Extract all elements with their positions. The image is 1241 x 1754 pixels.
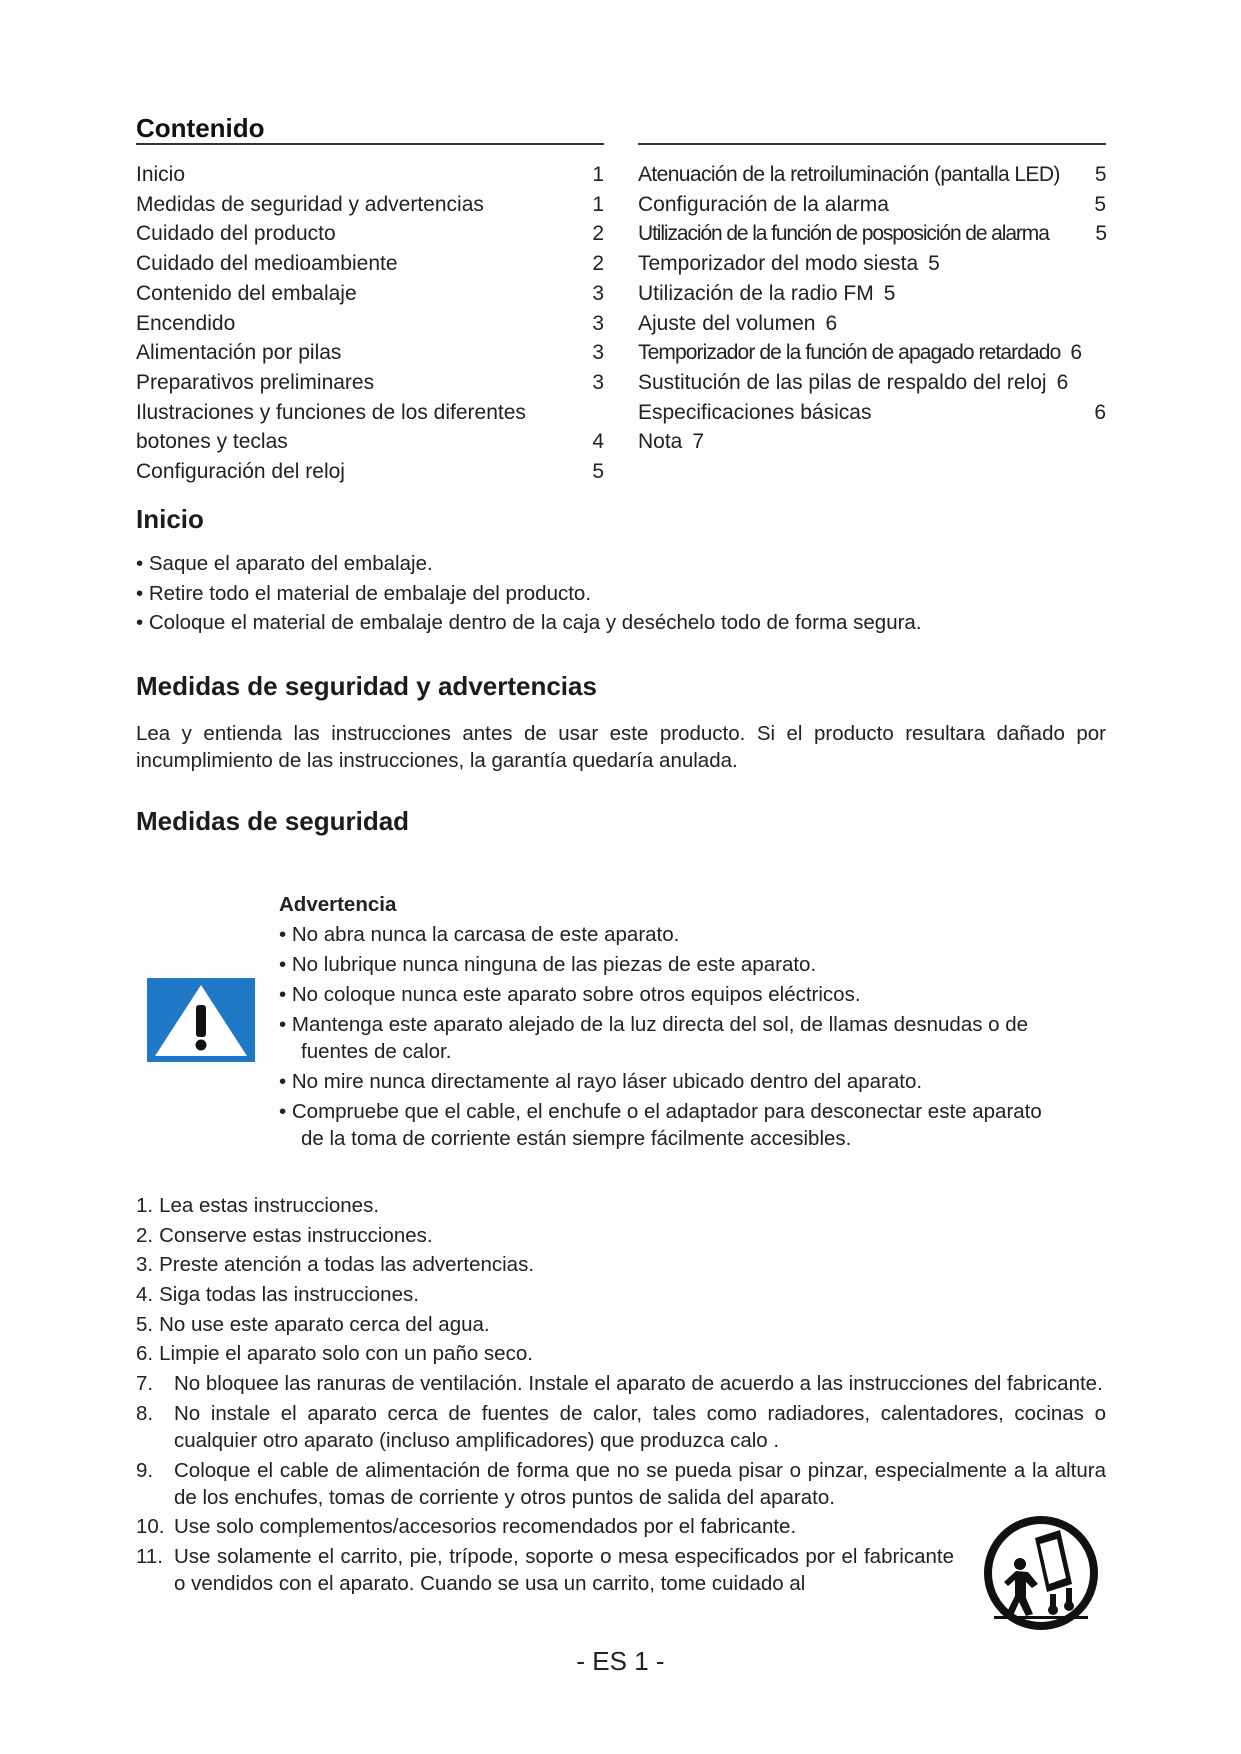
toc-entry-label: Medidas de seguridad y advertencias (136, 192, 484, 216)
toc-entry-page: 4 (592, 430, 604, 454)
item-number: 4. (136, 1283, 154, 1307)
toc-entry-page: 3 (592, 370, 604, 394)
warning-text: • Compruebe que el cable, el enchufe o el adaptador para desconectar este aparato (279, 1100, 1042, 1123)
item-text: No use este aparato cerca del agua. (159, 1312, 490, 1336)
toc-entry-page: 6 (825, 311, 838, 335)
toc-entry (638, 190, 1106, 220)
warning-text: • No coloque nunca este aparato sobre otros equipos eléctricos. (279, 983, 861, 1006)
list-item: • Saque el aparato del embalaje. (136, 552, 433, 575)
toc-entry-page: 3 (592, 341, 604, 365)
toc-entry (638, 219, 1106, 249)
item-number: 5. (136, 1312, 154, 1336)
toc-entry-label: Configuración del reloj (136, 460, 345, 484)
item-number: 10. (136, 1515, 165, 1539)
item-text: Preste atención a todas las advertencias. (159, 1253, 535, 1277)
item-text: Conserve estas instrucciones. (159, 1223, 433, 1247)
item-text: Coloque el cable de alimentación de forma que no se pueda pisar o pinzar, especialmente a la altura de los enchufes, tomas de corriente y otros puntos de salida del aparato. (174, 1458, 1106, 1509)
list-item (279, 921, 1099, 948)
list-item (136, 1543, 1106, 1597)
toc-entry (638, 309, 1106, 339)
toc-entry-page: 1 (592, 192, 604, 216)
list-item (136, 1340, 1106, 1367)
toc-entry-label: Inicio (136, 163, 186, 186)
toc-entry (136, 398, 604, 428)
toc-entry (136, 338, 604, 368)
item-number: 2. (136, 1223, 154, 1247)
toc-entry (136, 279, 604, 309)
toc-entry-page: 3 (592, 311, 604, 335)
toc-entry-label: botones y teclas (136, 430, 288, 454)
toc-entry-page: 6 (1056, 370, 1069, 394)
toc-entry-label: Temporizador de la función de apagado retardado (638, 341, 1061, 365)
toc-entry (136, 457, 604, 487)
toc-entry-label: Atenuación de la retroiluminación (pantalla LED) (638, 163, 1060, 186)
list-item (279, 1098, 1099, 1152)
toc-entry (136, 427, 604, 457)
toc-entry (136, 249, 604, 279)
toc-entry-page: 1 (592, 163, 604, 186)
toc-entry-label: Cuidado del producto (136, 222, 336, 246)
toc-entry-label: Contenido del embalaje (136, 281, 357, 305)
toc-entry (136, 190, 604, 220)
cart-tip-over-icon (980, 1512, 1102, 1634)
item-number: 9. (136, 1458, 154, 1482)
inicio-bullet-list (136, 549, 922, 638)
toc-rule-left (136, 143, 604, 145)
toc-entry-page: 7 (692, 430, 705, 454)
toc-entry-page: 5 (883, 281, 896, 305)
warning-text: • No abra nunca la carcasa de este aparato. (279, 923, 680, 946)
toc-right-column (638, 160, 1106, 457)
toc-title: Contenido (136, 113, 265, 143)
warning-triangle-icon (147, 978, 255, 1062)
list-item (136, 1222, 1106, 1249)
list-item: • Retire todo el material de embalaje del producto. (136, 581, 592, 605)
item-text: Use solo complementos/accesorios recomendados por el fabricante. (174, 1515, 797, 1539)
toc-entry (638, 398, 1106, 428)
toc-entry (638, 279, 1106, 309)
item-number: 8. (136, 1401, 154, 1425)
toc-rule-right (638, 143, 1106, 145)
toc-entry-page: 5 (928, 252, 940, 276)
toc-entry (638, 249, 1106, 279)
toc-left-column (136, 160, 604, 487)
list-item (136, 1400, 1106, 1454)
warning-text: • Mantenga este aparato alejado de la luz directa del sol, de llamas desnudas o de (279, 1013, 1029, 1036)
toc-entry-page: 5 (592, 460, 604, 484)
toc-entry-label: Sustitución de las pilas de respaldo del reloj (638, 370, 1047, 394)
toc-entry-page: 5 (1094, 192, 1106, 216)
toc-entry-page: 2 (592, 222, 604, 246)
list-item (279, 981, 1099, 1008)
toc-entry (136, 309, 604, 339)
toc-entry (136, 368, 604, 398)
item-number: 1. (136, 1194, 154, 1217)
toc-entry (638, 427, 1106, 457)
list-item (136, 1281, 1106, 1308)
toc-entry-label: Preparativos preliminares (136, 370, 375, 394)
item-text: Use solamente el carrito, pie, trípode, soporte o mesa especificados por el fabricante o vendidos con el aparato. Cuando se usa un carrito, tome cuidado al (174, 1544, 954, 1595)
section-heading-medidas-advertencias: Medidas de seguridad y advertencias (136, 671, 597, 701)
item-number: 6. (136, 1342, 154, 1366)
warning-text-cont: de la toma de corriente están siempre fácilmente accesibles. (301, 1127, 852, 1150)
toc-entry (638, 338, 1106, 368)
toc-entry-label: Ajuste del volumen (638, 311, 816, 335)
toc-entry-page: 5 (1094, 163, 1106, 186)
page-number: - ES 1 - (576, 1646, 665, 1676)
toc-entry-label: Utilización de la función de posposición de alarma (638, 222, 1049, 246)
toc-entry-label: Cuidado del medioambiente (136, 252, 398, 276)
toc-entry-label: Encendido (136, 311, 236, 335)
list-item (136, 1311, 1106, 1338)
list-item (279, 1011, 1099, 1065)
list-item (136, 1192, 1106, 1219)
toc-entry-label: Ilustraciones y funciones de los diferentes (136, 400, 526, 424)
section-heading-medidas-seguridad: Medidas de seguridad (136, 806, 410, 836)
toc-entry-page: 5 (1095, 222, 1106, 246)
toc-entry (136, 219, 604, 249)
item-text: Siga todas las instrucciones. (159, 1283, 419, 1307)
toc-entry-page: 2 (592, 252, 604, 276)
warning-text: • No lubrique nunca ninguna de las piezas de este aparato. (279, 953, 817, 976)
item-number: 3. (136, 1253, 154, 1277)
item-text: No instale el aparato cerca de fuentes de calor, tales como radiadores, calentadores, cocinas o cualquier otro aparato (incluso amplificadores) que produzca calo . (174, 1401, 1106, 1452)
list-item (136, 1251, 1106, 1278)
toc-entry (638, 368, 1106, 398)
toc-entry-page: 6 (1094, 400, 1106, 424)
toc-entry-label: Configuración de la alarma (638, 192, 889, 216)
item-number: 11. (136, 1544, 163, 1568)
item-text: Limpie el aparato solo con un paño seco. (159, 1342, 533, 1366)
toc-entry-label: Especificaciones básicas (638, 400, 872, 424)
list-item (136, 1513, 1106, 1540)
warning-text: • No mire nunca directamente al rayo láser ubicado dentro del aparato. (279, 1070, 923, 1093)
list-item (136, 1457, 1106, 1511)
instructions-list (136, 1192, 1106, 1600)
toc-entry (136, 160, 604, 190)
list-item (279, 951, 1099, 978)
warning-title: Advertencia (279, 893, 397, 916)
item-number: 7. (136, 1372, 154, 1396)
warning-list (279, 921, 1099, 1155)
item-text: No bloquee las ranuras de ventilación. Instale el aparato de acuerdo a las instrucciones del fabricante. (174, 1372, 1103, 1396)
list-item (279, 1068, 1099, 1095)
toc-entry-label: Temporizador del modo siesta (638, 252, 919, 276)
toc-entry-page: 3 (592, 281, 604, 305)
toc-entry-label: Nota (638, 430, 683, 454)
list-item: • Coloque el material de embalaje dentro de la caja y deséchelo todo de forma segura. (136, 611, 922, 635)
toc-entry-label: Alimentación por pilas (136, 341, 342, 365)
toc-entry-label: Utilización de la radio FM (638, 281, 874, 305)
intro-paragraph: Lea y entienda las instrucciones antes de usar este producto. Si el producto resultara dañado por incumplimiento de las instrucciones, la garantía quedaría anulada. (136, 722, 1106, 772)
toc-entry (638, 160, 1106, 190)
toc-entry-page: 6 (1070, 341, 1082, 365)
warning-text-cont: fuentes de calor. (301, 1040, 452, 1063)
list-item (136, 1370, 1106, 1397)
item-text: Lea estas instrucciones. (159, 1194, 380, 1217)
section-heading-inicio: Inicio (136, 504, 204, 534)
